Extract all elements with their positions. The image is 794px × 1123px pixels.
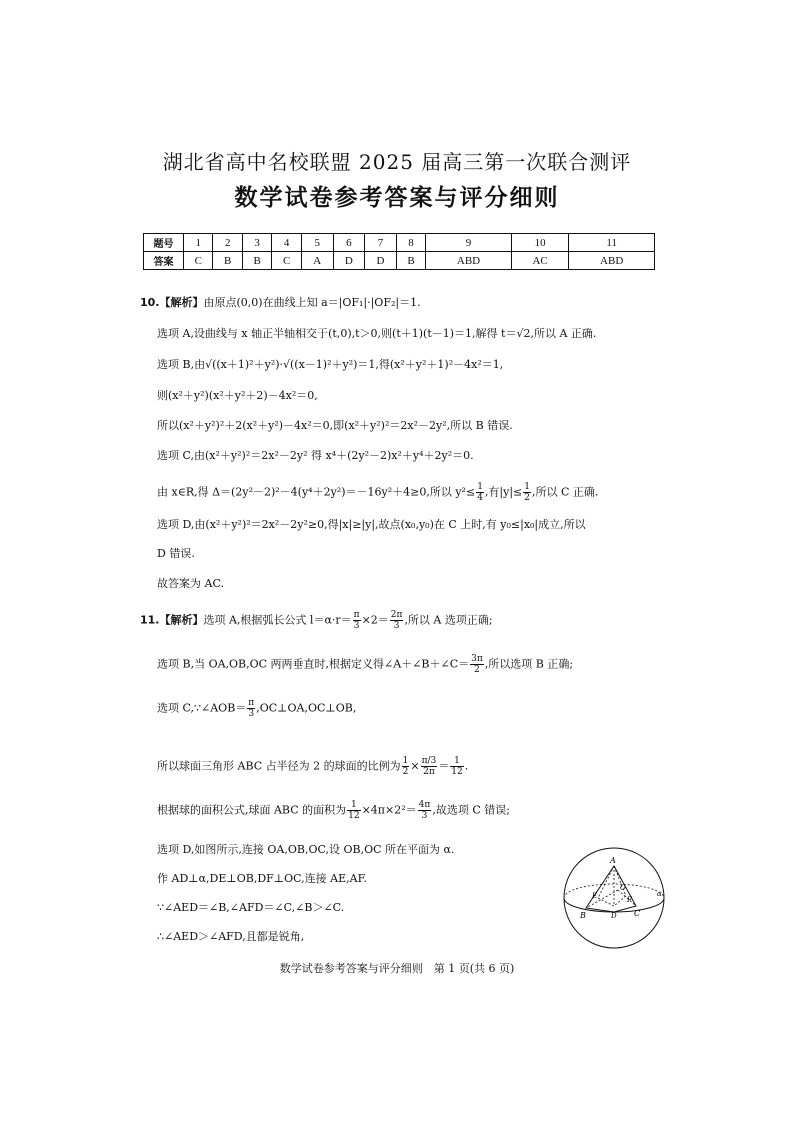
line-df <box>614 896 626 906</box>
answer-cell: ABD <box>426 252 512 270</box>
answer-cell: ABD <box>569 252 655 270</box>
q11-line-7: 作 AD⊥α,DE⊥OB,DF⊥OC,连接 AE,AF. <box>157 872 367 885</box>
q11-line-5-a: 根据球的面积公式,球面 ABC 的面积为 <box>157 803 347 817</box>
answer-cell: B <box>242 252 271 270</box>
row-label-answer: 答案 <box>144 252 184 270</box>
answer-table-row-numbers <box>144 234 655 252</box>
numerator: π <box>353 610 360 620</box>
q10-line-7-c: ,所以 C 正确. <box>532 485 599 499</box>
numerator: π/3 <box>421 756 437 766</box>
title-line-1: 湖北省高中名校联盟 2025 届高三第一次联合测评 <box>162 150 632 174</box>
fraction <box>247 698 255 719</box>
numerator: 1 <box>402 756 409 766</box>
q11-line-2-b: ,所以选项 B 正确; <box>484 657 574 671</box>
question-number: 4 <box>272 234 301 252</box>
q11-line-8: ∵∠AED＝∠B,∠AFD＝∠C,∠B＞∠C. <box>157 901 345 914</box>
q10-tag: 10.【解析】 <box>140 296 204 309</box>
equator-front <box>564 898 664 912</box>
answer-cell: AC <box>511 252 569 270</box>
denominator: 3 <box>393 621 400 631</box>
question-number: 1 <box>184 234 213 252</box>
q11-line-4-b: × <box>410 759 420 773</box>
q11-line-4-c: ＝ <box>438 759 450 773</box>
numerator: 1 <box>477 482 483 492</box>
q11-line-1-b: ×2＝ <box>361 613 389 627</box>
q10-line-6: 选项 C,由(x²＋y²)²＝2x²－2y² 得 x⁴＋(2y²－2)x²＋y⁴＋2y²＝0. <box>157 449 474 462</box>
denominator: 4 <box>477 493 483 503</box>
label-c: C <box>634 909 641 918</box>
question-number: 11 <box>569 234 655 252</box>
q11-line-5-c: ,故选项 C 错误; <box>432 803 510 817</box>
question-number: 7 <box>365 234 397 252</box>
question-number: 5 <box>301 234 333 252</box>
numerator: 3π <box>471 654 483 664</box>
q10-line-4: 则(x²＋y²)(x²＋y²＋2)－4x²＝0, <box>157 389 318 402</box>
q10-line-8: 选项 D,由(x²＋y²)²＝2x²－2y²≥0,得|x|≥|y|,故点(x₀,y₀)在 C 上时,有 y₀≤|x₀|成立,所以 <box>157 518 586 531</box>
q10-line-7-b: ,有|y|≤ <box>484 485 523 499</box>
answer-cell: D <box>333 252 365 270</box>
q11-line-3 <box>157 698 356 719</box>
q10-line-9: D 错误. <box>157 547 195 560</box>
q11-line-6: 选项 D,如图所示,连接 OA,OB,OC,设 OB,OC 所在平面为 α. <box>157 843 455 856</box>
label-b: B <box>580 911 586 920</box>
page-footer: 数学试卷参考答案与评分细则 第 1 页(共 6 页) <box>279 962 515 975</box>
question-number: 2 <box>213 234 242 252</box>
q11-line-1-a: 选项 A,根据弧长公式 l＝α·r＝ <box>203 613 352 627</box>
fraction <box>450 756 463 777</box>
q11-line-1-c: ,所以 A 选项正确; <box>404 613 493 627</box>
q10-line-1-text: 由原点(0,0)在曲线上知 a＝|OF₁|·|OF₂|＝1. <box>203 296 421 309</box>
q11-line-4-a: 所以球面三角形 ABC 占半径为 2 的球面的比例为 <box>157 759 401 773</box>
denominator: 3 <box>248 709 255 719</box>
answer-cell: B <box>213 252 242 270</box>
answer-cell: A <box>301 252 333 270</box>
fraction <box>390 610 404 631</box>
q11-line-5-b: ×4π×2²＝ <box>361 803 417 817</box>
numerator: 1 <box>347 800 360 811</box>
q10-line-5: 所以(x²＋y²)²＋2(x²＋y²)－4x²＝0,即(x²＋y²)²＝2x²－2y²,所以 B 错误. <box>157 419 513 432</box>
denominator: 2π <box>423 767 435 777</box>
sphere-triangle-figure <box>558 846 670 951</box>
triangle-abc <box>586 866 636 912</box>
q10-line-10: 故答案为 AC. <box>157 577 224 590</box>
label-f: F <box>627 896 632 904</box>
question-number: 6 <box>333 234 365 252</box>
q10-line-7 <box>157 482 598 503</box>
q10-line-1 <box>140 296 421 310</box>
row-label-number: 题号 <box>144 234 184 252</box>
q11-line-4-d: . <box>464 759 469 773</box>
denominator: 2 <box>474 665 480 675</box>
answer-cell: C <box>272 252 301 270</box>
q11-line-4 <box>157 756 468 777</box>
answer-table <box>143 233 655 270</box>
numerator: π <box>248 698 255 708</box>
q11-line-2-a: 选项 B,当 OA,OB,OC 两两垂直时,根据定义得∠A＋∠B＋∠C＝ <box>157 657 470 671</box>
denominator: 3 <box>421 811 428 821</box>
question-number: 9 <box>426 234 512 252</box>
label-d: D <box>611 912 617 920</box>
q10-line-2: 选项 A,设曲线与 x 轴正半轴相交于(t,0),t＞0,则(t＋1)(t－1)＝1,解得 t＝√2,所以 A 正确. <box>157 327 597 340</box>
denominator: 12 <box>348 811 360 821</box>
q11-line-3-b: ,OC⊥OA,OC⊥OB, <box>256 701 357 715</box>
fraction <box>402 756 410 777</box>
denominator: 3 <box>353 621 360 631</box>
numerator: 1 <box>524 482 530 492</box>
fraction <box>421 756 438 777</box>
fraction <box>470 654 484 675</box>
q11-tag: 11.【解析】 <box>140 613 204 627</box>
fraction <box>347 800 360 821</box>
answer-cell: B <box>396 252 425 270</box>
q11-line-2 <box>157 654 573 675</box>
q11-line-9: ∴∠AED＞∠AFD,且都是锐角, <box>157 930 305 943</box>
fraction <box>476 482 484 503</box>
denominator: 12 <box>451 767 463 777</box>
question-number: 10 <box>511 234 569 252</box>
numerator: 2π <box>390 610 403 620</box>
numerator: 4π <box>418 800 431 810</box>
answer-cell: C <box>184 252 213 270</box>
label-e: E <box>592 892 598 900</box>
q11-line-1 <box>140 610 493 631</box>
fraction <box>353 610 361 631</box>
fraction <box>418 800 432 821</box>
label-a: A <box>610 856 616 865</box>
denominator: 2 <box>402 767 409 777</box>
fraction <box>523 482 531 503</box>
q11-line-5 <box>157 800 510 821</box>
denominator: 2 <box>524 493 530 503</box>
answer-table-row-answers <box>144 252 655 270</box>
question-number: 8 <box>396 234 425 252</box>
q10-line-3: 选项 B,由√((x＋1)²＋y²)·√((x－1)²＋y²)＝1,得(x²＋y²＋1)²－4x²＝1, <box>157 358 504 371</box>
title-line-2: 数学试卷参考答案与评分细则 <box>234 184 560 211</box>
answer-cell: D <box>365 252 397 270</box>
line-de <box>598 898 614 906</box>
numerator: 1 <box>450 756 463 767</box>
line-ae <box>598 866 614 898</box>
q11-line-3-a: 选项 C,∵∠AOB＝ <box>157 701 247 715</box>
label-o: O <box>620 884 626 892</box>
question-number: 3 <box>242 234 271 252</box>
label-alpha: α <box>657 890 662 898</box>
q10-line-7-a: 由 x∈R,得 Δ＝(2y²－2)²－4(y⁴＋2y²)＝－16y²＋4≥0,所以 y²≤ <box>157 485 476 499</box>
